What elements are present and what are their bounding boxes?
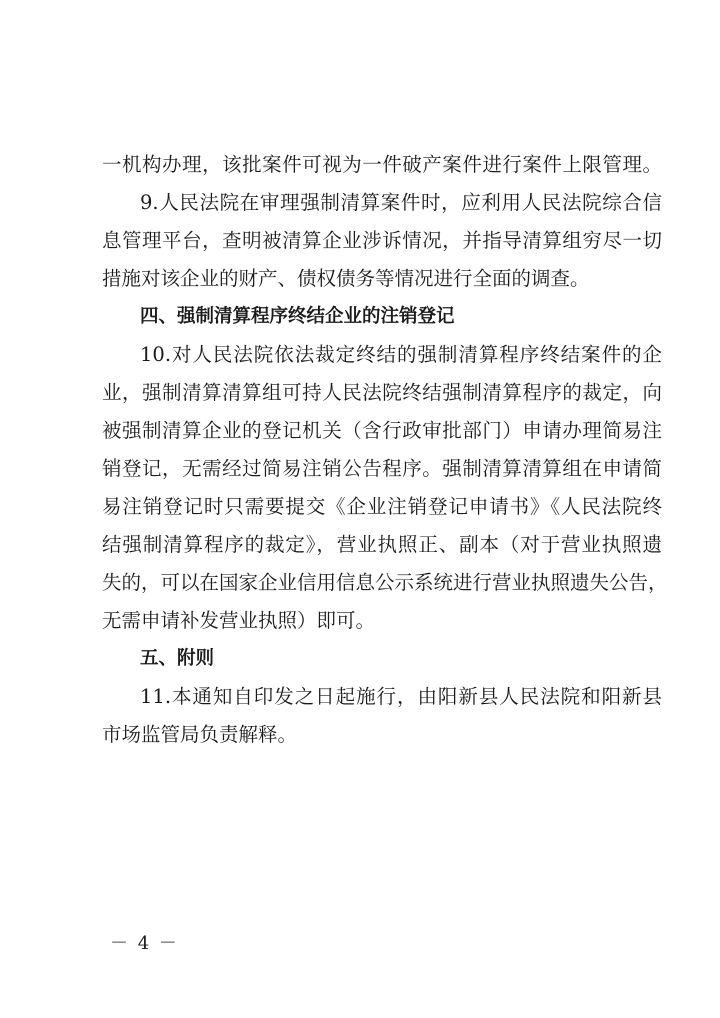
body-line: 易注销登记时只需要提交《企业注销登记申请书》《人民法院终: [102, 495, 662, 518]
body-line: 业，强制清算清算组可持人民法院终结强制清算程序的裁定，向: [102, 381, 662, 404]
body-line: 销登记，无需经过简易注销公告程序。强制清算清算组在申请简: [102, 457, 662, 480]
body-line: 一机构办理，该批案件可视为一件破产案件进行案件上限管理。: [102, 153, 662, 176]
section-heading: 五、附则: [140, 648, 215, 669]
body-line: 11.本通知自印发之日起施行，由阳新县人民法院和阳新县: [140, 685, 662, 708]
body-line: 9.人民法院在审理强制清算案件时，应利用人民法院综合信: [140, 191, 662, 214]
body-line: 息管理平台，查明被清算企业涉诉情况，并指导清算组穷尽一切: [102, 229, 662, 252]
body-line: 失的，可以在国家企业信用信息公示系统进行营业执照遗失公告，: [102, 571, 668, 594]
body-line: 10.对人民法院依法裁定终结的强制清算程序终结案件的企: [140, 343, 662, 366]
body-line: 市场监管局负责解释。: [102, 723, 298, 746]
body-line: 结强制清算程序的裁定》，营业执照正、副本（对于营业执照遗: [102, 533, 662, 556]
document-body: [102, 146, 668, 754]
body-line: 无需申请补发营业执照）即可。: [102, 609, 376, 632]
page-number: － 4 －: [110, 933, 179, 954]
section-heading: 四、强制清算程序终结企业的注销登记: [140, 306, 455, 327]
body-line: 被强制清算企业的登记机关（含行政审批部门）申请办理简易注: [102, 419, 662, 442]
body-line: 措施对该企业的财产、债权债务等情况进行全面的调查。: [102, 267, 590, 290]
